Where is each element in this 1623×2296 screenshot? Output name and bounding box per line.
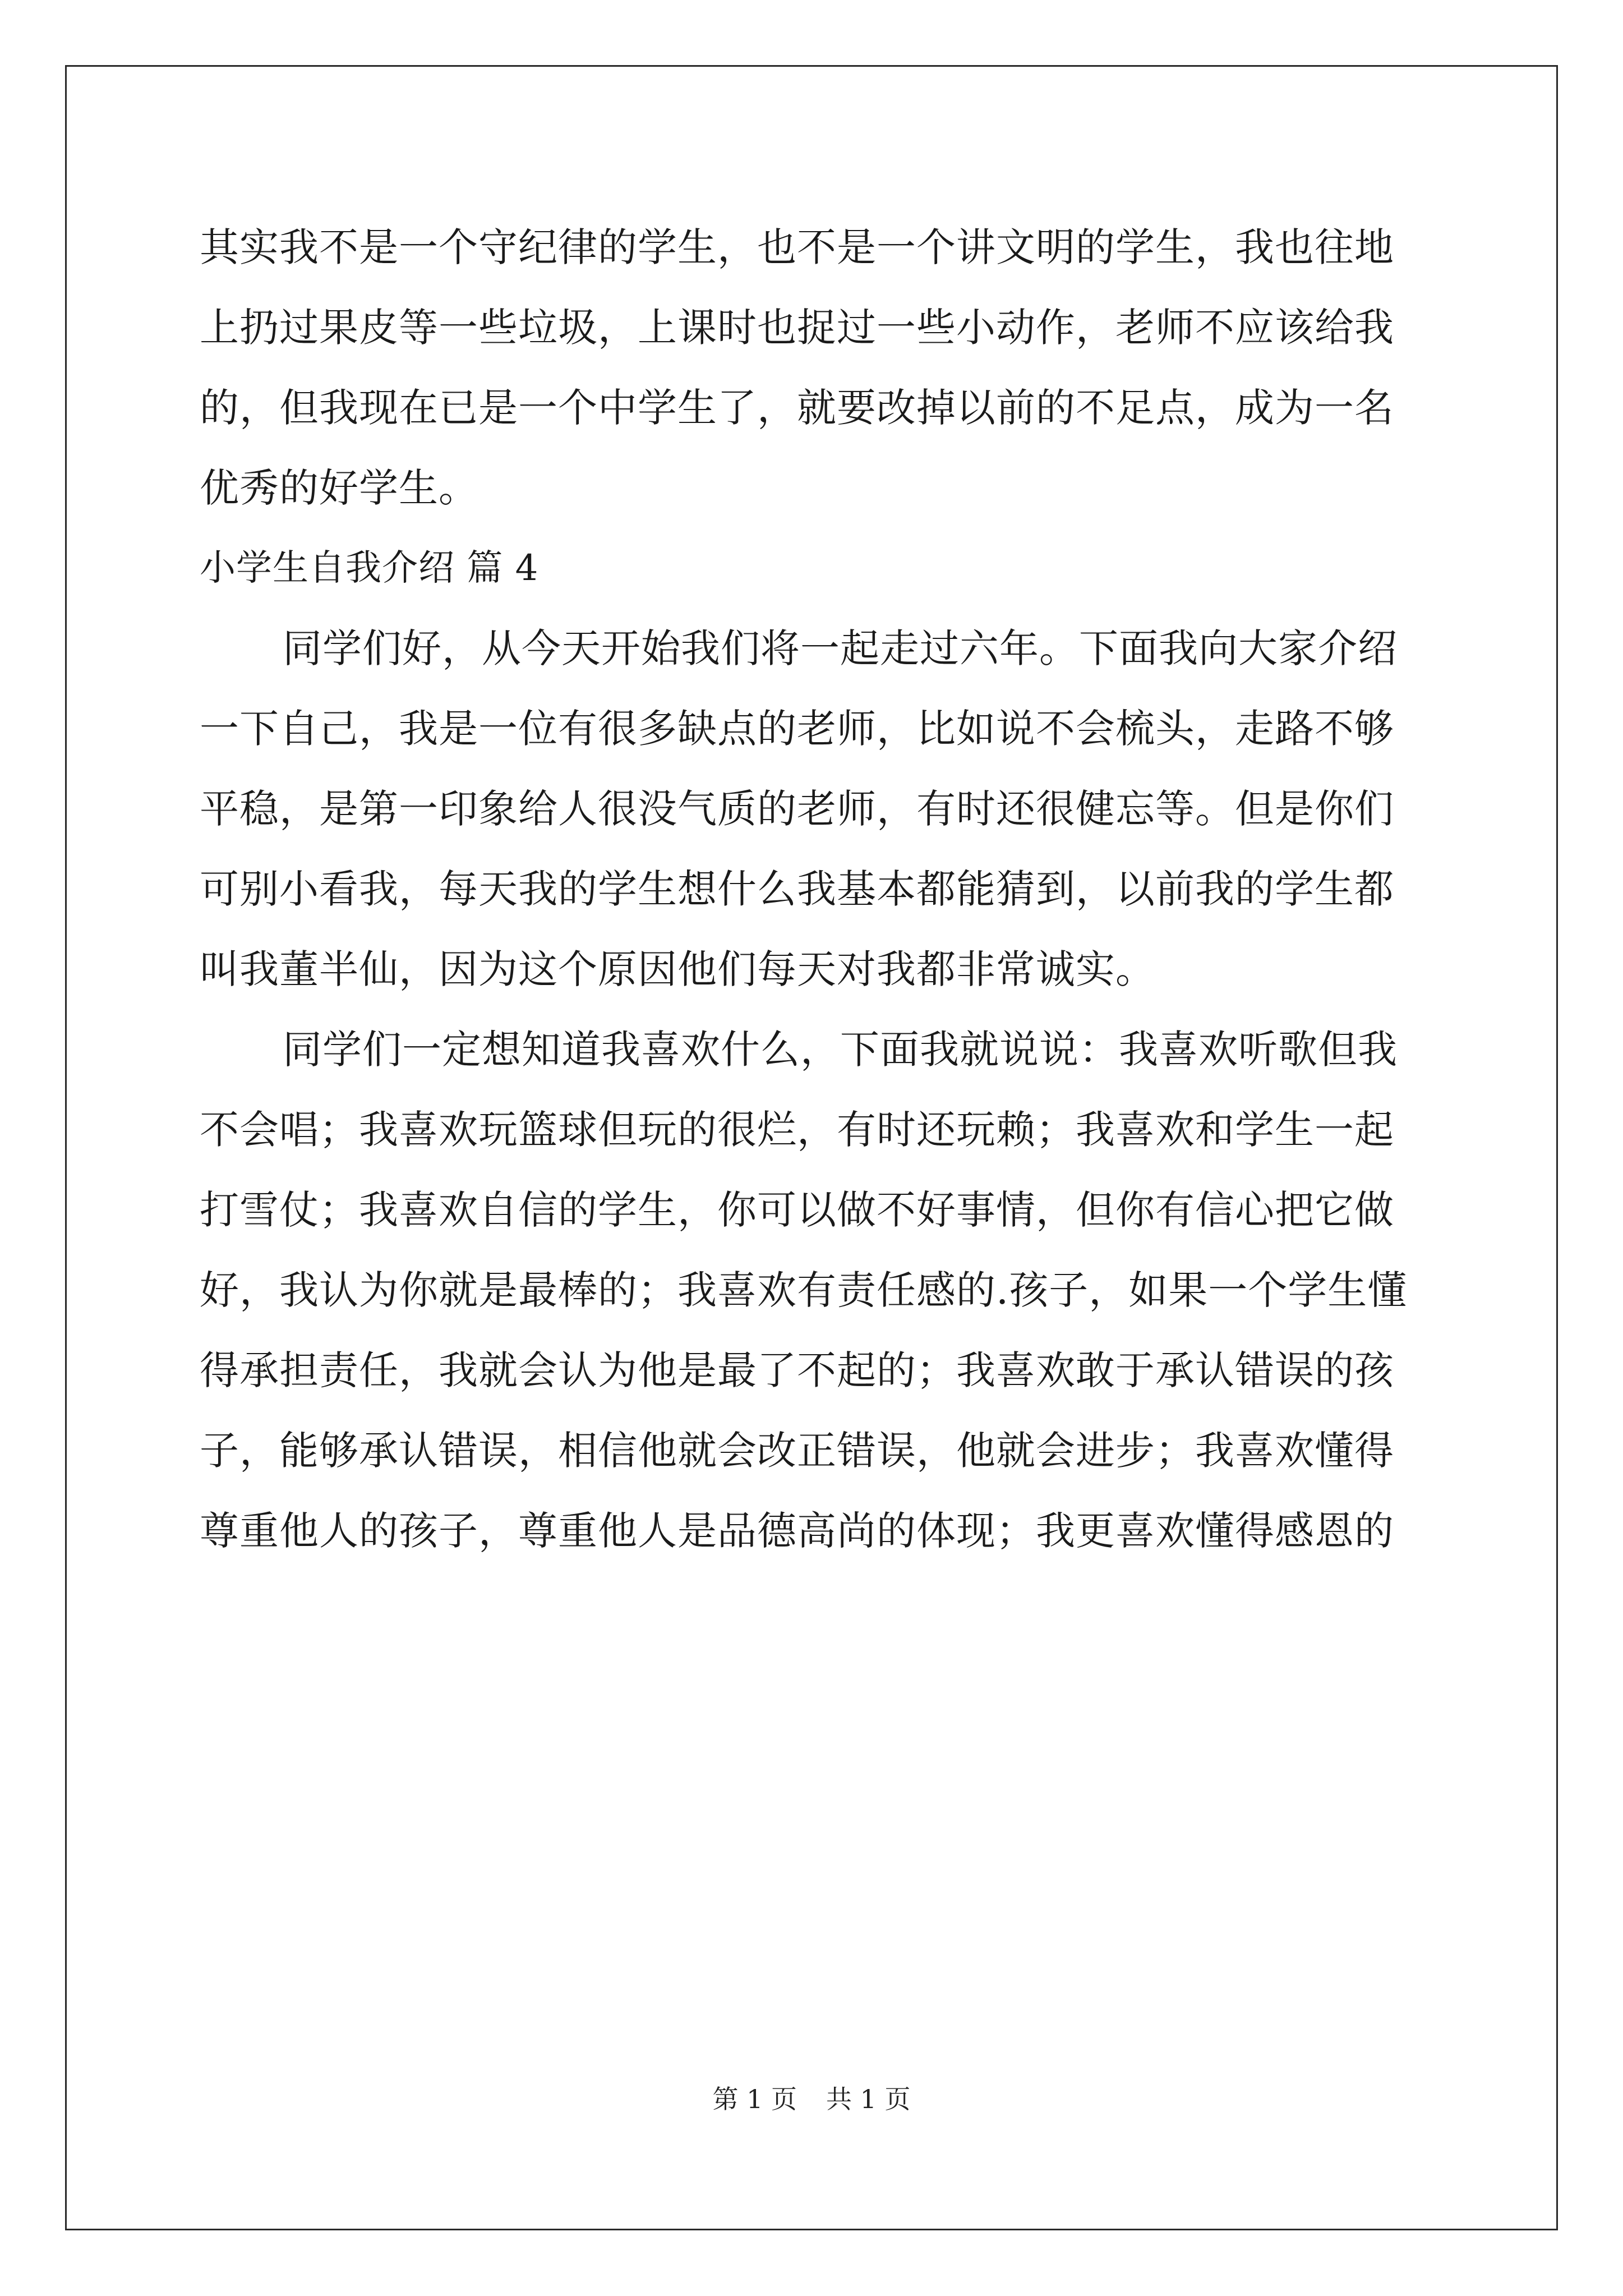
document-body <box>200 208 1422 1571</box>
text-line: 子，能够承认错误，相信他就会改正错误，他就会进步；我喜欢懂得 <box>200 1428 1394 1474</box>
section-heading: 小学生自我介绍 篇 4 <box>200 547 539 589</box>
text-line: 可别小看我，每天我的学生想什么我基本都能猜到，以前我的学生都 <box>200 866 1394 912</box>
page-number: 第 1 页 <box>712 2084 797 2114</box>
paragraph-first-line: 同学们好，从今天开始我们将一起走过六年。下面我向大家介绍 <box>283 625 1398 671</box>
text-line: 得承担责任，我就会认为他是最了不起的；我喜欢敢于承认错误的孩 <box>200 1347 1394 1393</box>
text-line: 一下自己，我是一位有很多缺点的老师，比如说不会梳头，走路不够 <box>200 706 1394 752</box>
text-line: 上扔过果皮等一些垃圾，上课时也捉过一些小动作，老师不应该给我 <box>200 305 1394 351</box>
paragraph-first-line: 同学们一定想知道我喜欢什么，下面我就说说：我喜欢听歌但我 <box>283 1027 1398 1073</box>
text-line: 优秀的好学生。 <box>200 465 478 511</box>
page-footer <box>0 2082 1623 2116</box>
text-line: 好，我认为你就是最棒的；我喜欢有责任感的.孩子，如果一个学生懂 <box>200 1267 1408 1313</box>
text-line: 不会唱；我喜欢玩篮球但玩的很烂，有时还玩赖；我喜欢和学生一起 <box>200 1107 1394 1153</box>
text-line: 其实我不是一个守纪律的学生，也不是一个讲文明的学生，我也往地 <box>200 224 1394 270</box>
text-line: 尊重他人的孩子，尊重他人是品德高尚的体现；我更喜欢懂得感恩的 <box>200 1508 1394 1554</box>
text-line: 叫我董半仙，因为这个原因他们每天对我都非常诚实。 <box>200 946 1155 992</box>
text-line: 打雪仗；我喜欢自信的学生，你可以做不好事情，但你有信心把它做 <box>200 1187 1394 1233</box>
text-line: 平稳，是第一印象给人很没气质的老师，有时还很健忘等。但是你们 <box>200 786 1394 832</box>
page-total: 共 1 页 <box>826 2084 911 2114</box>
text-line: 的，但我现在已是一个中学生了，就要改掉以前的不足点，成为一名 <box>200 385 1394 431</box>
